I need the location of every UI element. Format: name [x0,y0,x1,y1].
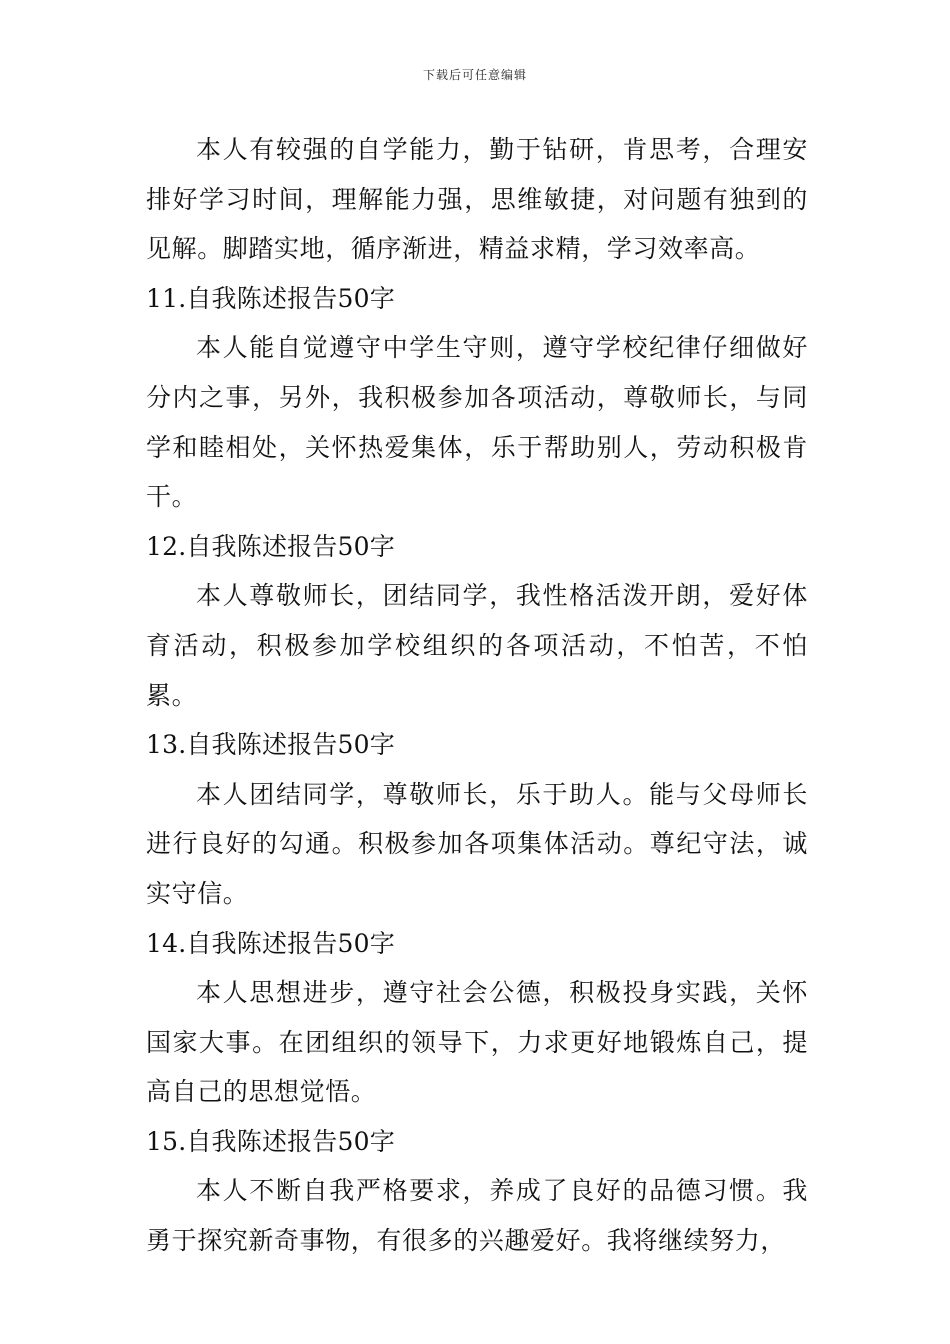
section-heading-14: 14.自我陈述报告50字 [146,928,395,958]
paragraph-11: 本人能自觉遵守中学生守则，遵守学校纪律仔细做好分内之事，另外，我积极参加各项活动，尊敬师长，与同学和睦相处，关怀热爱集体，乐于帮助别人，劳动积极肯干。 [146,333,808,512]
section-heading-15: 15.自我陈述报告50字 [146,1126,395,1156]
document-body [146,125,808,1266]
paragraph-14: 本人思想进步，遵守社会公德，积极投身实践，关怀国家大事。在团组织的领导下，力求更好地锻炼自己，提高自己的思想觉悟。 [146,978,808,1107]
section-heading-12: 12.自我陈述报告50字 [146,531,395,561]
section-heading-11: 11.自我陈述报告50字 [146,283,395,313]
paragraph-13: 本人团结同学，尊敬师长，乐于助人。能与父母师长进行良好的勾通。积极参加各项集体活动。尊纪守法，诚实守信。 [146,779,808,908]
section-heading-13: 13.自我陈述报告50字 [146,730,395,760]
paragraph-intro: 本人有较强的自学能力，勤于钻研，肯思考，合理安排好学习时间，理解能力强，思维敏捷，对问题有独到的见解。脚踏实地，循序渐进，精益求精，学习效率高。 [146,135,808,264]
paragraph-12: 本人尊敬师长，团结同学，我性格活泼开朗，爱好体育活动，积极参加学校组织的各项活动，不怕苦，不怕累。 [146,581,808,710]
page-header-note: 下载后可任意编辑 [422,68,527,82]
paragraph-15: 本人不断自我严格要求，养成了良好的品德习惯。我勇于探究新奇事物，有很多的兴趣爱好。我将继续努力， [146,1176,808,1256]
